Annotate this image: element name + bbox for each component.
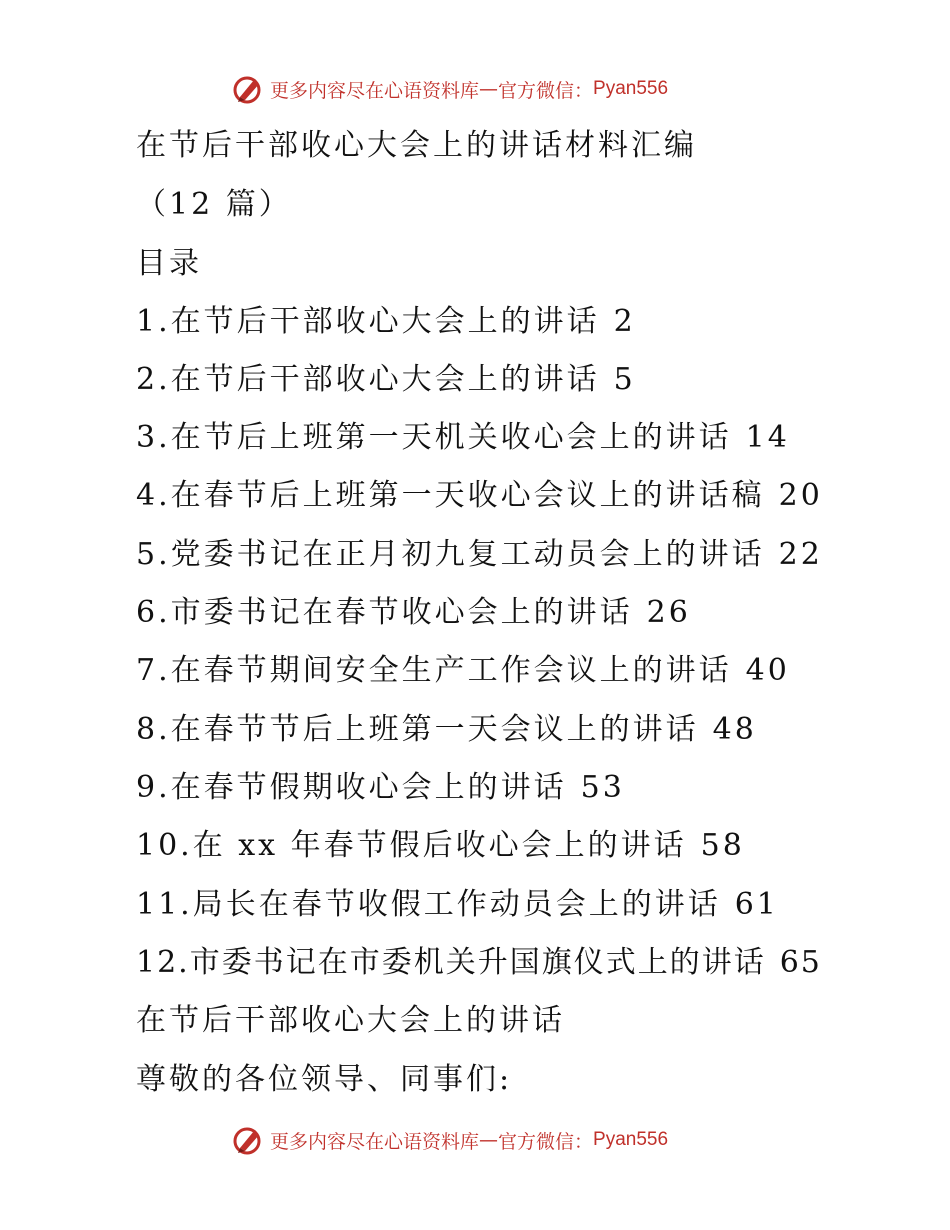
toc-item[interactable] xyxy=(136,360,636,400)
toc-item[interactable] xyxy=(136,418,790,458)
toc-item[interactable] xyxy=(136,476,823,516)
toc-item-page: 53 xyxy=(580,770,625,805)
section-title: 在节后干部收心大会上的讲话 xyxy=(136,1003,565,1038)
toc-item-text: 11.局长在春节收假工作动员会上的讲话 xyxy=(136,887,721,922)
toc-item[interactable] xyxy=(136,535,823,575)
salutation: 尊敬的各位领导、同事们: xyxy=(136,1062,513,1097)
toc-item-text: 9.在春节假期收心会上的讲话 xyxy=(136,770,567,805)
toc-item-text: 6.市委书记在春节收心会上的讲话 xyxy=(136,595,633,630)
banner-account: Pyan556 xyxy=(593,1129,669,1150)
toc-item-page: 26 xyxy=(646,595,691,630)
banner-text: 更多内容尽在心语资料库 xyxy=(270,1130,480,1153)
toc-item-text: 7.在春节期间安全生产工作会议上的讲话 xyxy=(136,653,732,688)
document-subtitle: （12 篇） xyxy=(136,187,292,222)
toc-item-page: 14 xyxy=(745,420,790,455)
banner-separator: — xyxy=(479,1129,499,1151)
toc-item-page: 65 xyxy=(779,945,822,980)
toc-item-text: 8.在春节节后上班第一天会议上的讲话 xyxy=(136,712,699,747)
toc-item[interactable] xyxy=(136,768,625,808)
banner-official-label: 官方微信： xyxy=(498,79,594,102)
toc-item[interactable] xyxy=(136,710,757,750)
toc-item-text: 12.市委书记在市委机关升国旗仪式上的讲话 xyxy=(136,945,766,980)
toc-item-page: 22 xyxy=(778,537,823,572)
toc-heading: 目录 xyxy=(136,246,202,281)
toc-item-page: 48 xyxy=(712,712,757,747)
pen-in-circle-icon xyxy=(232,1124,264,1156)
toc-item-page: 58 xyxy=(700,828,745,863)
toc-item-text: 1.在节后干部收心大会上的讲话 xyxy=(136,304,600,339)
watermark-banner-top xyxy=(232,72,668,106)
toc-item-page: 61 xyxy=(734,887,779,922)
toc-item[interactable] xyxy=(136,302,636,342)
banner-separator: — xyxy=(479,78,499,100)
watermark-banner-bottom xyxy=(232,1123,668,1157)
banner-official-label: 官方微信： xyxy=(498,1130,594,1153)
toc-item[interactable] xyxy=(136,651,790,691)
toc-item-page: 40 xyxy=(745,653,790,688)
toc-item-text: 10.在 xx 年春节假后收心会上的讲话 xyxy=(136,828,687,863)
banner-account: Pyan556 xyxy=(593,78,669,99)
pen-in-circle-icon xyxy=(232,73,264,105)
toc-item-text: 5.党委书记在正月初九复工动员会上的讲话 xyxy=(136,537,765,572)
toc-item-text: 2.在节后干部收心大会上的讲话 xyxy=(136,362,600,397)
banner-text: 更多内容尽在心语资料库 xyxy=(270,79,480,102)
toc-item-page: 2 xyxy=(613,304,636,339)
toc-item[interactable] xyxy=(136,826,745,866)
toc-item[interactable] xyxy=(136,943,822,983)
toc-item[interactable] xyxy=(136,885,779,925)
toc-item-text: 3.在节后上班第一天机关收心会上的讲话 xyxy=(136,420,732,455)
toc-item-page: 5 xyxy=(613,362,636,397)
toc-item[interactable] xyxy=(136,593,691,633)
document-title: 在节后干部收心大会上的讲话材料汇编 xyxy=(136,128,697,163)
toc-item-page: 20 xyxy=(778,478,823,513)
toc-item-text: 4.在春节后上班第一天收心会议上的讲话稿 xyxy=(136,478,765,513)
